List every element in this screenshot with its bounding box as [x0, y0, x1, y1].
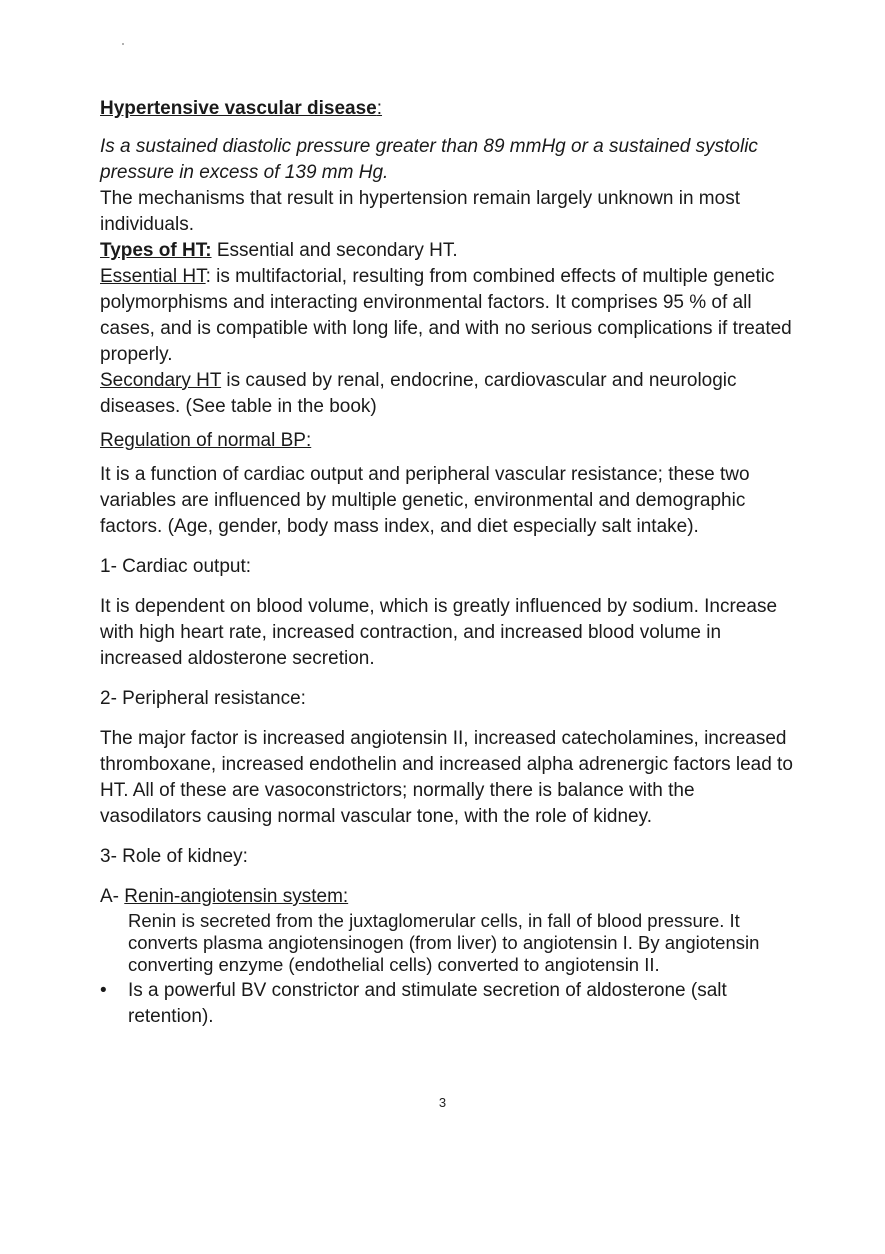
mechanisms-text: The mechanisms that result in hypertension remain largely unknown in most individuals. — [100, 188, 740, 235]
types-paragraph — [100, 238, 800, 264]
peripheral-text: The major factor is increased angiotensin II, increased catecholamines, increased thromboxane, increased endothelin and increased alpha adrenergic factors lead to HT. All of these are vasoconstrictors; normally there is balance with the vasodilators causing normal vascular tone, with the role of kidney. — [100, 728, 793, 827]
renin-prefix: A- — [100, 886, 125, 907]
regulation-heading: Regulation of normal BP: — [100, 430, 312, 451]
essential-text: : is multifactorial, resulting from combined effects of multiple genetic polymorphisms and interacting environmental factors. It comprises 95 % of all cases, and is compatible with long life, and with no serious complications if treated properly. — [100, 266, 792, 365]
types-label: Types of HT: — [100, 240, 212, 261]
essential-label: Essential HT — [100, 266, 206, 287]
peripheral-heading: 2- Peripheral resistance: — [100, 688, 306, 709]
secondary-label: Secondary HT — [100, 370, 222, 391]
scan-speck — [122, 43, 124, 45]
renin-heading — [100, 884, 800, 910]
renin-bullet-item — [100, 978, 800, 1030]
kidney-heading: 3- Role of kidney: — [100, 846, 248, 867]
essential-paragraph — [100, 264, 800, 368]
renin-label: Renin-angiotensin system: — [124, 886, 349, 907]
page-content — [100, 96, 800, 1030]
types-text: Essential and secondary HT. — [211, 240, 458, 261]
regulation-text: It is a function of cardiac output and peripheral vascular resistance; these two variables are influenced by multiple genetic, environmental and demographic factors. (Age, gender, body mass index, and diet especially salt intake). — [100, 464, 750, 537]
cardiac-text: It is dependent on blood volume, which is greatly influenced by sodium. Increase with high heart rate, increased contraction, and increased blood volume in increased aldosterone secretion. — [100, 596, 778, 669]
secondary-text: is caused by renal, endocrine, cardiovascular and neurologic diseases. (See table in the book) — [100, 370, 737, 417]
bullet-icon: • — [100, 980, 107, 1001]
title-colon: : — [376, 98, 383, 119]
cardiac-heading: 1- Cardiac output: — [100, 556, 252, 577]
definition-text: Is a sustained diastolic pressure greater than 89 mmHg or a sustained systolic pressure in excess of 139 mm Hg. — [100, 136, 758, 183]
page-title — [100, 96, 800, 122]
page-number: 3 — [438, 1095, 447, 1110]
renin-bullet-text: Is a powerful BV constrictor and stimulate secretion of aldosterone (salt retention). — [128, 980, 727, 1027]
secondary-paragraph — [100, 368, 800, 420]
renin-text: Renin is secreted from the juxtaglomerular cells, in fall of blood pressure. It converts plasma angiotensinogen (from liver) to angiotensin I. By angiotensin converting enzyme (endothelial cells) converted to angiotensin II. — [128, 910, 760, 975]
title-text: Hypertensive vascular disease — [100, 98, 377, 119]
